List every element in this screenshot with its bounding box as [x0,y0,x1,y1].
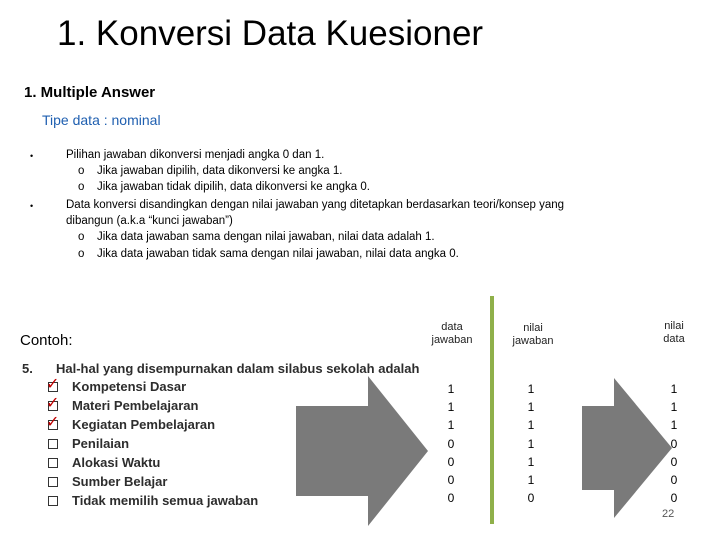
bullet-text-continued: dibangun (a.k.a “kunci jawaban”) [66,215,233,227]
quiz-option-label: Penilaian [72,436,130,451]
question-number: 5. [22,361,33,376]
example-label: Contoh: [20,332,73,349]
value-cell: 0 [447,436,455,451]
checkbox-icon [48,496,58,506]
question-text: Hal-hal yang disempurnakan dalam silabus sekolah adalah [56,361,420,376]
sub-bullet-marker: o [78,181,85,193]
value-cell: 0 [447,491,455,506]
value-cell: 1 [527,400,535,415]
quiz-option-label: Kegiatan Pembelajaran [72,417,216,432]
quiz-option-label: Kompetensi Dasar [72,379,187,394]
slide-title: 1. Konversi Data Kuesioner [57,14,484,53]
sub-bullet-text: Jika jawaban dipilih, data dikonversi ke angka 1. [97,165,343,177]
check-mark-icon: ✓ [46,394,60,412]
sub-bullet-text: Jika data jawaban tidak sama dengan nilai jawaban, nilai data angka 0. [97,248,459,260]
page-number: 22 [662,508,675,520]
arrow-right-icon [296,376,428,526]
quiz-option [48,455,160,470]
value-cell: 1 [447,400,455,415]
value-cell: 1 [527,436,535,451]
values-nilai-jawaban [521,380,541,507]
quiz-option-label: Sumber Belajar [72,474,168,489]
column-header-nilai-jawaban: nilai jawaban [512,322,554,347]
check-mark-icon: ✓ [46,413,60,431]
bullet-text: Pilihan jawaban dikonversi menjadi angka 0 dan 1. [66,149,325,161]
value-cell: 1 [670,400,678,415]
quiz-option [48,474,167,489]
value-cell: 0 [447,473,455,488]
sub-bullet-text: Jika jawaban tidak dipilih, data dikonversi ke angka 0. [97,181,370,193]
section-heading: 1. Multiple Answer [24,84,156,101]
value-cell: 1 [527,418,535,433]
checked-checkbox-icon [46,394,60,412]
value-cell: 0 [670,491,678,506]
quiz-option-label: Alokasi Waktu [72,455,161,470]
value-cell: 1 [447,418,455,433]
quiz-option [46,375,187,394]
bullet-marker: • [30,151,34,161]
arrow-right-icon [582,378,675,520]
column-divider [490,296,494,524]
checked-checkbox-icon [46,375,60,393]
value-cell: 0 [447,454,455,469]
column-header-nilai-data: nilai data [663,320,685,345]
values-nilai-data [664,380,684,507]
value-cell: 0 [670,454,678,469]
value-cell: 1 [527,382,535,396]
quiz-option [48,493,258,508]
values-data-jawaban [441,380,461,507]
quiz-option-label: Materi Pembelajaran [72,398,199,413]
checked-checkbox-icon [46,413,60,431]
value-cell: 1 [447,382,455,396]
quiz-option [48,436,129,451]
value-cell: 0 [670,473,678,488]
checkbox-icon [48,458,58,468]
checkbox-icon [48,439,58,449]
sub-bullet-marker: o [78,231,85,243]
quiz-option-label: Tidak memilih semua jawaban [72,493,259,508]
value-cell: 1 [527,473,535,488]
bullet-text: Data konversi disandingkan dengan nilai jawaban yang ditetapkan berdasarkan teori/konsep yang [66,199,565,211]
quiz-option [46,413,216,432]
data-type-label: Tipe data : nominal [42,112,161,128]
bullet-marker: • [30,201,34,211]
value-cell: 1 [527,454,535,469]
value-cell: 1 [670,418,678,433]
sub-bullet-marker: o [78,165,85,177]
value-cell: 0 [527,491,535,506]
quiz-option [46,394,199,413]
sub-bullet-marker: o [78,248,85,260]
column-header-data-jawaban: data jawaban [431,321,473,346]
value-cell: 0 [670,436,678,451]
sub-bullet-text: Jika data jawaban sama dengan nilai jawaban, nilai data adalah 1. [97,231,435,243]
checkbox-icon [48,477,58,487]
value-cell: 1 [670,382,678,396]
check-mark-icon: ✓ [46,375,60,393]
